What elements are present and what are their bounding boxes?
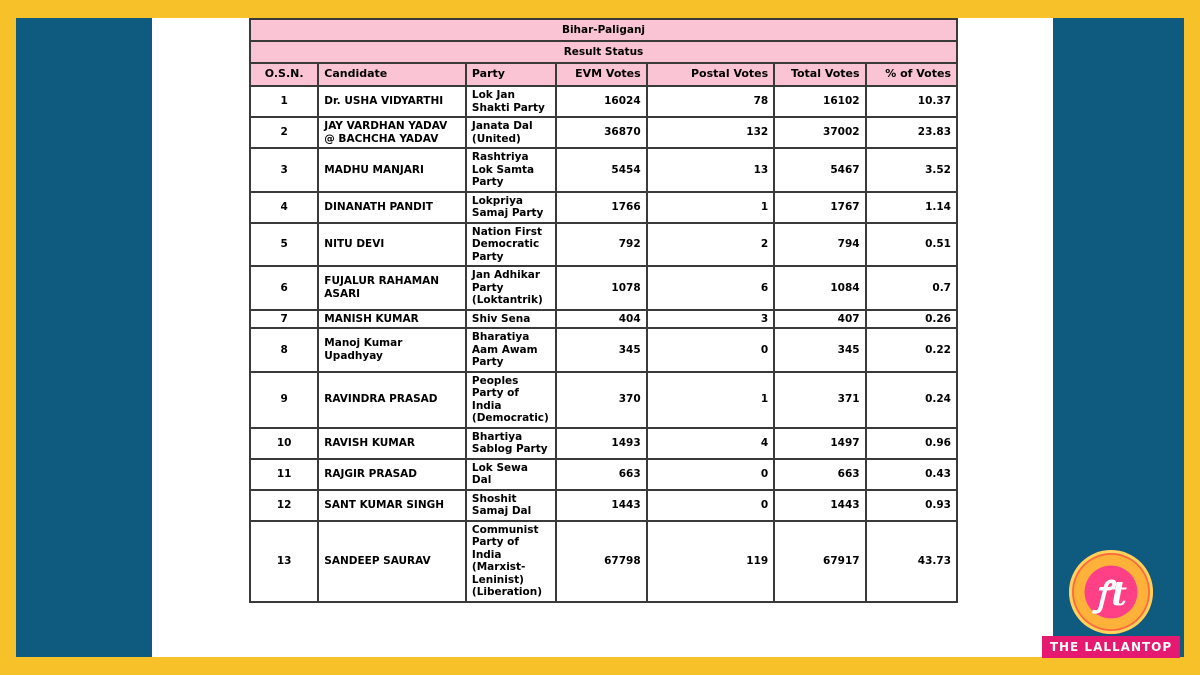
cell-evm-votes: 36870	[556, 117, 646, 148]
cell-party: Jan Adhikar Party (Loktantrik)	[466, 266, 556, 310]
cell-candidate: DINANATH PANDIT	[318, 192, 466, 223]
cell-evm-votes: 5454	[556, 148, 646, 192]
cell-postal-votes: 2	[647, 223, 775, 267]
cell-osn: 9	[250, 372, 318, 428]
cell-candidate: SANDEEP SAURAV	[318, 521, 466, 602]
results-table	[249, 18, 958, 603]
cell-postal-votes: 6	[647, 266, 775, 310]
lallantop-logo	[1040, 548, 1182, 660]
cell-candidate: Dr. USHA VIDYARTHI	[318, 86, 466, 117]
table-row	[250, 428, 957, 459]
table-row	[250, 223, 957, 267]
table-row	[250, 490, 957, 521]
cell-evm-votes: 792	[556, 223, 646, 267]
cell-osn: 4	[250, 192, 318, 223]
header-total-votes: Total Votes	[774, 63, 865, 86]
header-candidate: Candidate	[318, 63, 466, 86]
cell-party: Lokpriya Samaj Party	[466, 192, 556, 223]
cell-evm-votes: 345	[556, 328, 646, 372]
cell-postal-votes: 4	[647, 428, 775, 459]
results-page	[152, 18, 1053, 657]
cell-total-votes: 345	[774, 328, 865, 372]
table-row	[250, 117, 957, 148]
cell-total-votes: 37002	[774, 117, 865, 148]
table-row	[250, 266, 957, 310]
header-party: Party	[466, 63, 556, 86]
cell-candidate: NITU DEVI	[318, 223, 466, 267]
cell-osn: 12	[250, 490, 318, 521]
cell-percent-votes: 0.51	[866, 223, 957, 267]
constituency-title: Bihar-Paliganj	[250, 19, 957, 41]
cell-evm-votes: 370	[556, 372, 646, 428]
logo-glyph: ꝭt	[1095, 574, 1127, 614]
cell-party: Bharatiya Aam Awam Party	[466, 328, 556, 372]
cell-percent-votes: 10.37	[866, 86, 957, 117]
cell-postal-votes: 1	[647, 192, 775, 223]
cell-osn: 2	[250, 117, 318, 148]
cell-evm-votes: 1078	[556, 266, 646, 310]
cell-total-votes: 5467	[774, 148, 865, 192]
cell-osn: 13	[250, 521, 318, 602]
cell-total-votes: 371	[774, 372, 865, 428]
cell-candidate: RAJGIR PRASAD	[318, 459, 466, 490]
cell-party: Nation First Democratic Party	[466, 223, 556, 267]
table-row	[250, 372, 957, 428]
cell-evm-votes: 67798	[556, 521, 646, 602]
cell-total-votes: 1497	[774, 428, 865, 459]
cell-osn: 10	[250, 428, 318, 459]
cell-percent-votes: 23.83	[866, 117, 957, 148]
header-evm-votes: EVM Votes	[556, 63, 646, 86]
cell-candidate: Manoj Kumar Upadhyay	[318, 328, 466, 372]
cell-candidate: SANT KUMAR SINGH	[318, 490, 466, 521]
cell-total-votes: 663	[774, 459, 865, 490]
blue-frame	[16, 18, 1184, 657]
table-row	[250, 310, 957, 329]
cell-candidate: MADHU MANJARI	[318, 148, 466, 192]
cell-evm-votes: 1766	[556, 192, 646, 223]
cell-postal-votes: 0	[647, 328, 775, 372]
cell-party: Rashtriya Lok Samta Party	[466, 148, 556, 192]
cell-postal-votes: 0	[647, 490, 775, 521]
cell-total-votes: 1767	[774, 192, 865, 223]
cell-evm-votes: 1493	[556, 428, 646, 459]
cell-candidate: RAVISH KUMAR	[318, 428, 466, 459]
cell-party: Janata Dal (United)	[466, 117, 556, 148]
cell-osn: 11	[250, 459, 318, 490]
cell-evm-votes: 404	[556, 310, 646, 329]
cell-osn: 1	[250, 86, 318, 117]
cell-party: Shoshit Samaj Dal	[466, 490, 556, 521]
logo-wordmark: THE LALLANTOP	[1042, 636, 1180, 658]
lallantop-badge-icon	[1069, 550, 1153, 634]
cell-osn: 7	[250, 310, 318, 329]
cell-party: Lok Jan Shakti Party	[466, 86, 556, 117]
cell-candidate: MANISH KUMAR	[318, 310, 466, 329]
header-postal-votes: Postal Votes	[647, 63, 775, 86]
cell-osn: 5	[250, 223, 318, 267]
cell-percent-votes: 0.24	[866, 372, 957, 428]
table-row	[250, 148, 957, 192]
cell-postal-votes: 78	[647, 86, 775, 117]
cell-percent-votes: 0.93	[866, 490, 957, 521]
cell-total-votes: 16102	[774, 86, 865, 117]
cell-percent-votes: 43.73	[866, 521, 957, 602]
cell-percent-votes: 0.22	[866, 328, 957, 372]
cell-postal-votes: 132	[647, 117, 775, 148]
cell-postal-votes: 1	[647, 372, 775, 428]
cell-total-votes: 794	[774, 223, 865, 267]
cell-total-votes: 407	[774, 310, 865, 329]
table-header-row	[250, 63, 957, 86]
cell-candidate: JAY VARDHAN YADAV @ BACHCHA YADAV	[318, 117, 466, 148]
table-row	[250, 459, 957, 490]
cell-evm-votes: 16024	[556, 86, 646, 117]
cell-percent-votes: 0.26	[866, 310, 957, 329]
cell-osn: 8	[250, 328, 318, 372]
cell-candidate: RAVINDRA PRASAD	[318, 372, 466, 428]
cell-total-votes: 1443	[774, 490, 865, 521]
cell-party: Communist Party of India (Marxist-Leninist) (Liberation)	[466, 521, 556, 602]
cell-party: Shiv Sena	[466, 310, 556, 329]
cell-postal-votes: 0	[647, 459, 775, 490]
header-percent-votes: % of Votes	[866, 63, 957, 86]
cell-evm-votes: 1443	[556, 490, 646, 521]
cell-percent-votes: 0.43	[866, 459, 957, 490]
cell-postal-votes: 3	[647, 310, 775, 329]
cell-evm-votes: 663	[556, 459, 646, 490]
cell-postal-votes: 119	[647, 521, 775, 602]
cell-percent-votes: 3.52	[866, 148, 957, 192]
table-row	[250, 192, 957, 223]
cell-osn: 3	[250, 148, 318, 192]
cell-postal-votes: 13	[647, 148, 775, 192]
cell-total-votes: 1084	[774, 266, 865, 310]
cell-party: Lok Sewa Dal	[466, 459, 556, 490]
cell-party: Bhartiya Sablog Party	[466, 428, 556, 459]
cell-percent-votes: 0.7	[866, 266, 957, 310]
cell-candidate: FUJALUR RAHAMAN ASARI	[318, 266, 466, 310]
table-row	[250, 86, 957, 117]
cell-total-votes: 67917	[774, 521, 865, 602]
cell-percent-votes: 0.96	[866, 428, 957, 459]
cell-percent-votes: 1.14	[866, 192, 957, 223]
table-row	[250, 328, 957, 372]
cell-party: Peoples Party of India (Democratic)	[466, 372, 556, 428]
cell-osn: 6	[250, 266, 318, 310]
table-row	[250, 521, 957, 602]
header-osn: O.S.N.	[250, 63, 318, 86]
result-status-title: Result Status	[250, 41, 957, 63]
